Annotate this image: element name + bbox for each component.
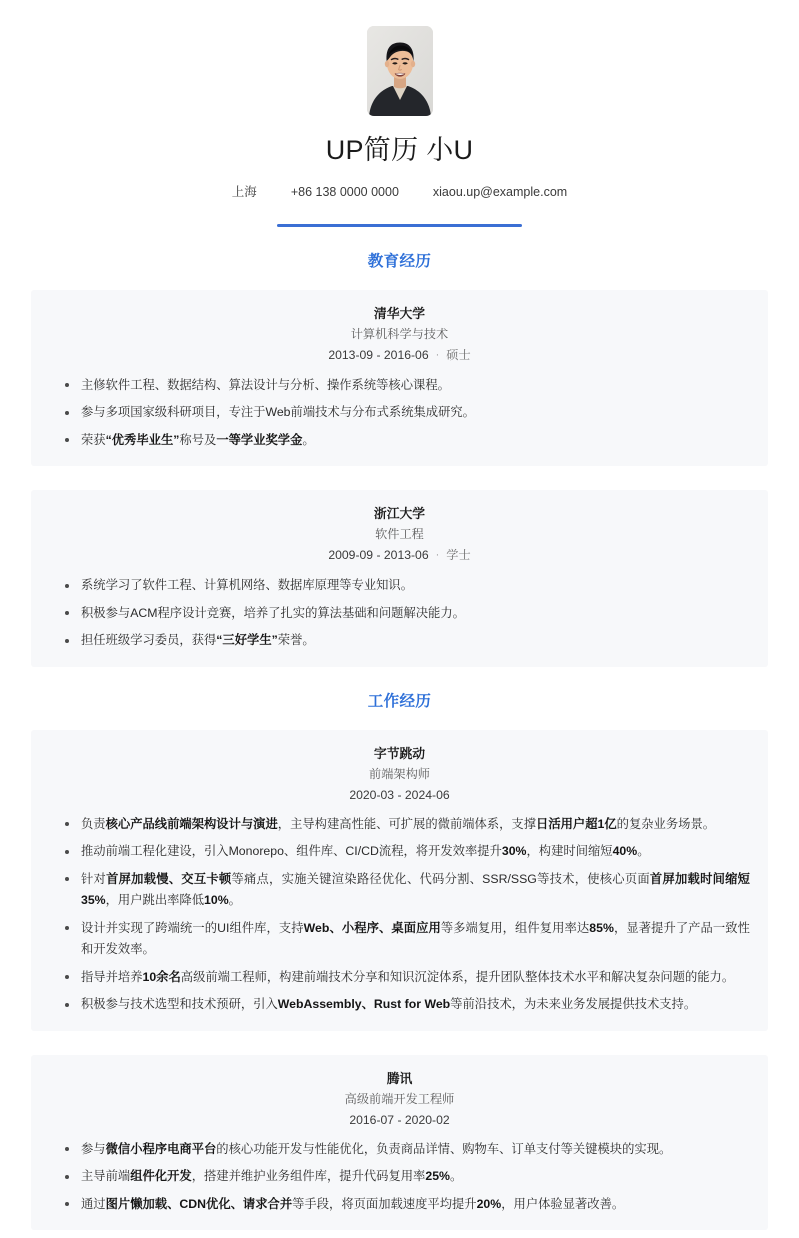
bullet-emphasis: 日活用户超1亿 <box>536 816 617 831</box>
bullet-text: 负责 <box>81 816 106 831</box>
bullet-emphasis: 25% <box>425 1169 450 1183</box>
entry-card <box>31 730 768 1031</box>
entry-meta <box>49 785 750 805</box>
portrait-photo-icon <box>367 26 433 116</box>
entry-card <box>31 1055 768 1231</box>
entry-card <box>31 290 768 467</box>
entry-date-range: 2020-03 - 2024-06 <box>349 787 450 802</box>
bullet-item <box>49 967 750 989</box>
bullet-emphasis: 20% <box>476 1196 502 1211</box>
entry-subtitle: 高级前端开发工程师 <box>344 1091 455 1106</box>
bullet-emphasis: 10余名 <box>142 969 181 984</box>
bullet-text: ，搭建并维护业务组件库，提升代码复用率 <box>191 1169 426 1183</box>
bullet-emphasis: 核心产品线前端架构设计与演进 <box>105 816 278 831</box>
bullet-emphasis: “优秀毕业生” <box>105 432 180 447</box>
bullet-text: ，构建时间缩短 <box>526 844 613 858</box>
bullet-text: 。 <box>228 893 241 907</box>
bullet-emphasis: 组件化开发 <box>130 1169 192 1183</box>
resume-section <box>0 691 799 1231</box>
bullet-text: 担任班级学习委员，获得 <box>81 633 217 647</box>
bullet-text: 等多端复用，组件复用率达 <box>440 920 590 935</box>
bullet-emphasis: 微信小程序电商平台 <box>105 1141 217 1156</box>
bullet-text: 系统学习了软件工程、计算机网络、数据库原理等专业知识。 <box>81 578 414 592</box>
bullet-text: 通过 <box>81 1196 106 1211</box>
bullet-emphasis: WebAssembly、Rust for Web <box>277 997 451 1011</box>
bullet-emphasis: Web、小程序、桌面应用 <box>303 920 441 935</box>
entry-organization: 字节跳动 <box>373 745 426 761</box>
meta-separator-icon: · <box>435 549 440 561</box>
avatar <box>367 26 433 116</box>
bullet-item <box>49 430 750 452</box>
page-title: UP简历 小U <box>325 135 474 165</box>
bullet-emphasis: 图片懒加载、CDN优化、请求合并 <box>105 1196 293 1211</box>
bullet-item <box>49 1194 750 1216</box>
entry-subtitle: 软件工程 <box>375 527 424 541</box>
entry-meta <box>49 545 750 566</box>
entry-date-range: 2009-09 - 2013-06 <box>328 548 429 562</box>
bullet-text: 参与 <box>81 1141 106 1156</box>
bullet-text: ，用户跳出率降低 <box>105 893 205 907</box>
entry-organization: 腾讯 <box>386 1070 413 1086</box>
bullet-text: ，主导构建高性能、可扩展的微前端体系，支撑 <box>277 816 537 831</box>
bullet-emphasis: 40% <box>612 844 638 858</box>
bullet-text: 等痛点，实施关键渲染路径优化、代码分割、SSR/SSG等技术，使核心页面 <box>231 871 650 886</box>
entry-card <box>31 490 768 667</box>
section-title: 教育经历 <box>367 252 432 270</box>
entry-subtitle: 计算机科学与技术 <box>350 326 449 341</box>
bullet-item <box>49 630 750 652</box>
bullet-item <box>49 994 750 1016</box>
bullet-item <box>49 603 750 625</box>
bullet-text: 积极参与ACM程序设计竞赛，培养了扎实的算法基础和问题解决能力。 <box>81 605 465 620</box>
bullet-emphasis: “三好学生” <box>216 633 278 647</box>
bullet-text: 。 <box>449 1169 463 1183</box>
bullet-list <box>49 375 750 452</box>
bullet-item <box>49 1166 750 1188</box>
bullet-item <box>49 918 750 961</box>
entry-degree: 学士 <box>446 548 471 562</box>
resume-section <box>0 251 799 667</box>
bullet-text: ，用户体验显著改善。 <box>501 1196 625 1211</box>
bullet-text: ，显著提升了产品一致性和开发效率。 <box>81 920 750 956</box>
bullet-text: 的复杂业务场景。 <box>616 816 716 831</box>
meta-separator-icon: · <box>435 348 440 361</box>
bullet-item <box>49 869 750 912</box>
bullet-text: 称号及 <box>179 432 217 447</box>
bullet-emphasis: 85% <box>589 920 614 935</box>
entry-degree: 硕士 <box>446 347 471 362</box>
bullet-text: 主导前端 <box>81 1169 131 1183</box>
entry-meta <box>49 345 750 366</box>
bullet-text: 设计并实现了跨端统一的UI组件库，支持 <box>81 920 304 935</box>
bullet-text: 荣获 <box>81 432 106 447</box>
bullet-list <box>49 1139 750 1216</box>
bullet-text: 。 <box>302 432 315 447</box>
bullet-text: 等手段，将页面加载速度平均提升 <box>292 1196 477 1211</box>
bullet-text: 荣誉。 <box>277 633 315 647</box>
bullet-emphasis: 一等学业奖学金 <box>216 432 303 447</box>
contact-row <box>0 183 799 201</box>
entry-subtitle: 前端架构师 <box>369 766 430 781</box>
bullet-text: 参与多项国家级科研项目，专注于Web前端技术与分布式系统集成研究。 <box>81 405 475 419</box>
bullet-text: 指导并培养 <box>81 969 143 984</box>
entry-date-range: 2016-07 - 2020-02 <box>349 1112 450 1127</box>
bullet-list <box>49 575 750 652</box>
entry-date-range: 2013-09 - 2016-06 <box>328 347 429 362</box>
entry-organization: 浙江大学 <box>373 506 426 521</box>
bullet-text: 推动前端工程化建设，引入Monorepo、组件库、CI/CD流程，将开发效率提升 <box>81 844 502 858</box>
contact-email: xiaou.up@example.com <box>432 185 568 199</box>
bullet-emphasis: 10% <box>204 893 229 907</box>
contact-location: 上海 <box>231 185 257 199</box>
bullet-item <box>49 814 750 836</box>
bullet-item <box>49 575 750 597</box>
bullet-item <box>49 375 750 397</box>
bullet-item <box>49 1139 750 1161</box>
section-title: 工作经历 <box>367 692 432 710</box>
bullet-text: 针对 <box>81 871 107 886</box>
bullet-text: 的核心功能开发与性能优化，负责商品详情、购物车、订单支付等关键模块的实现。 <box>216 1141 672 1156</box>
bullet-emphasis: 30% <box>501 844 527 858</box>
bullet-text: 积极参与技术选型和技术预研，引入 <box>81 997 278 1011</box>
bullet-item <box>49 402 750 424</box>
bullet-text: 。 <box>637 844 650 858</box>
bullet-text: 高级前端工程师，构建前端技术分享和知识沉淀体系，提升团队整体技术水平和解决复杂问题的能力。 <box>180 969 735 984</box>
bullet-item <box>49 841 750 863</box>
entry-organization: 清华大学 <box>373 305 426 321</box>
bullet-text: 主修软件工程、数据结构、算法设计与分析、操作系统等核心课程。 <box>81 377 450 392</box>
header-divider <box>277 224 522 227</box>
entry-meta <box>49 1110 750 1130</box>
bullet-emphasis: 首屏加载时间缩短35% <box>81 871 750 907</box>
bullet-list <box>49 814 750 1016</box>
resume-sections <box>0 251 799 1231</box>
contact-phone: +86 138 0000 0000 <box>290 185 399 199</box>
bullet-text: 等前沿技术，为未来业务发展提供技术支持。 <box>450 997 697 1011</box>
bullet-emphasis: 首屏加载慢、交互卡顿 <box>106 871 232 886</box>
resume-header <box>0 0 799 227</box>
